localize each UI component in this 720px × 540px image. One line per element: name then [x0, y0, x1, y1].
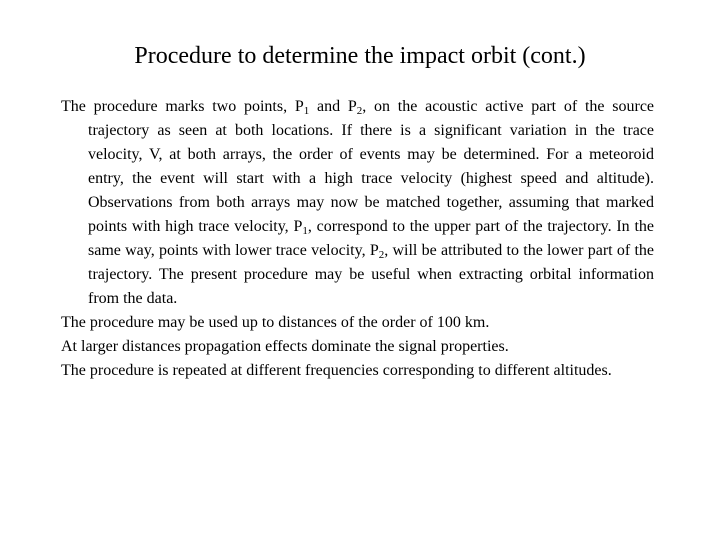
paragraph-text: , correspond to the upper part of the trajectory. In the same way, points with lower trace velocity, P [88, 218, 655, 259]
subscript: 2 [356, 105, 363, 117]
paragraph-text: , will be attributed to the lower part of the trajectory. The present procedure may be useful when extracting orbital information from the data. [88, 242, 654, 307]
slide-body [61, 95, 654, 383]
subscript: 1 [303, 105, 310, 117]
slide-title: Procedure to determine the impact orbit (cont.) [134, 43, 586, 69]
paragraph-frequencies: The procedure is repeated at different frequencies corresponding to different altitudes. [61, 362, 612, 379]
paragraph-propagation-effects: At larger distances propagation effects dominate the signal properties. [61, 338, 509, 355]
paragraph-text: The procedure marks two points, P [61, 98, 304, 115]
paragraph-procedure-description [61, 95, 654, 311]
paragraph-distance-limit: The procedure may be used up to distances of the order of 100 km. [61, 314, 490, 331]
paragraph-text: and P [309, 98, 357, 115]
paragraph-text: , on the acoustic active part of the source trajectory as seen at both locations. If there is a significant variation in the trace velocity, V, at both arrays, the order of events may be determined. For a meteoroid entry, the event will start with a high trace velocity (highest speed and altitude). Observations from both arrays may now be matched together, assuming that marked points with high trace velocity, P [88, 98, 655, 235]
subscript: 2 [378, 249, 385, 261]
subscript: 1 [302, 225, 308, 237]
